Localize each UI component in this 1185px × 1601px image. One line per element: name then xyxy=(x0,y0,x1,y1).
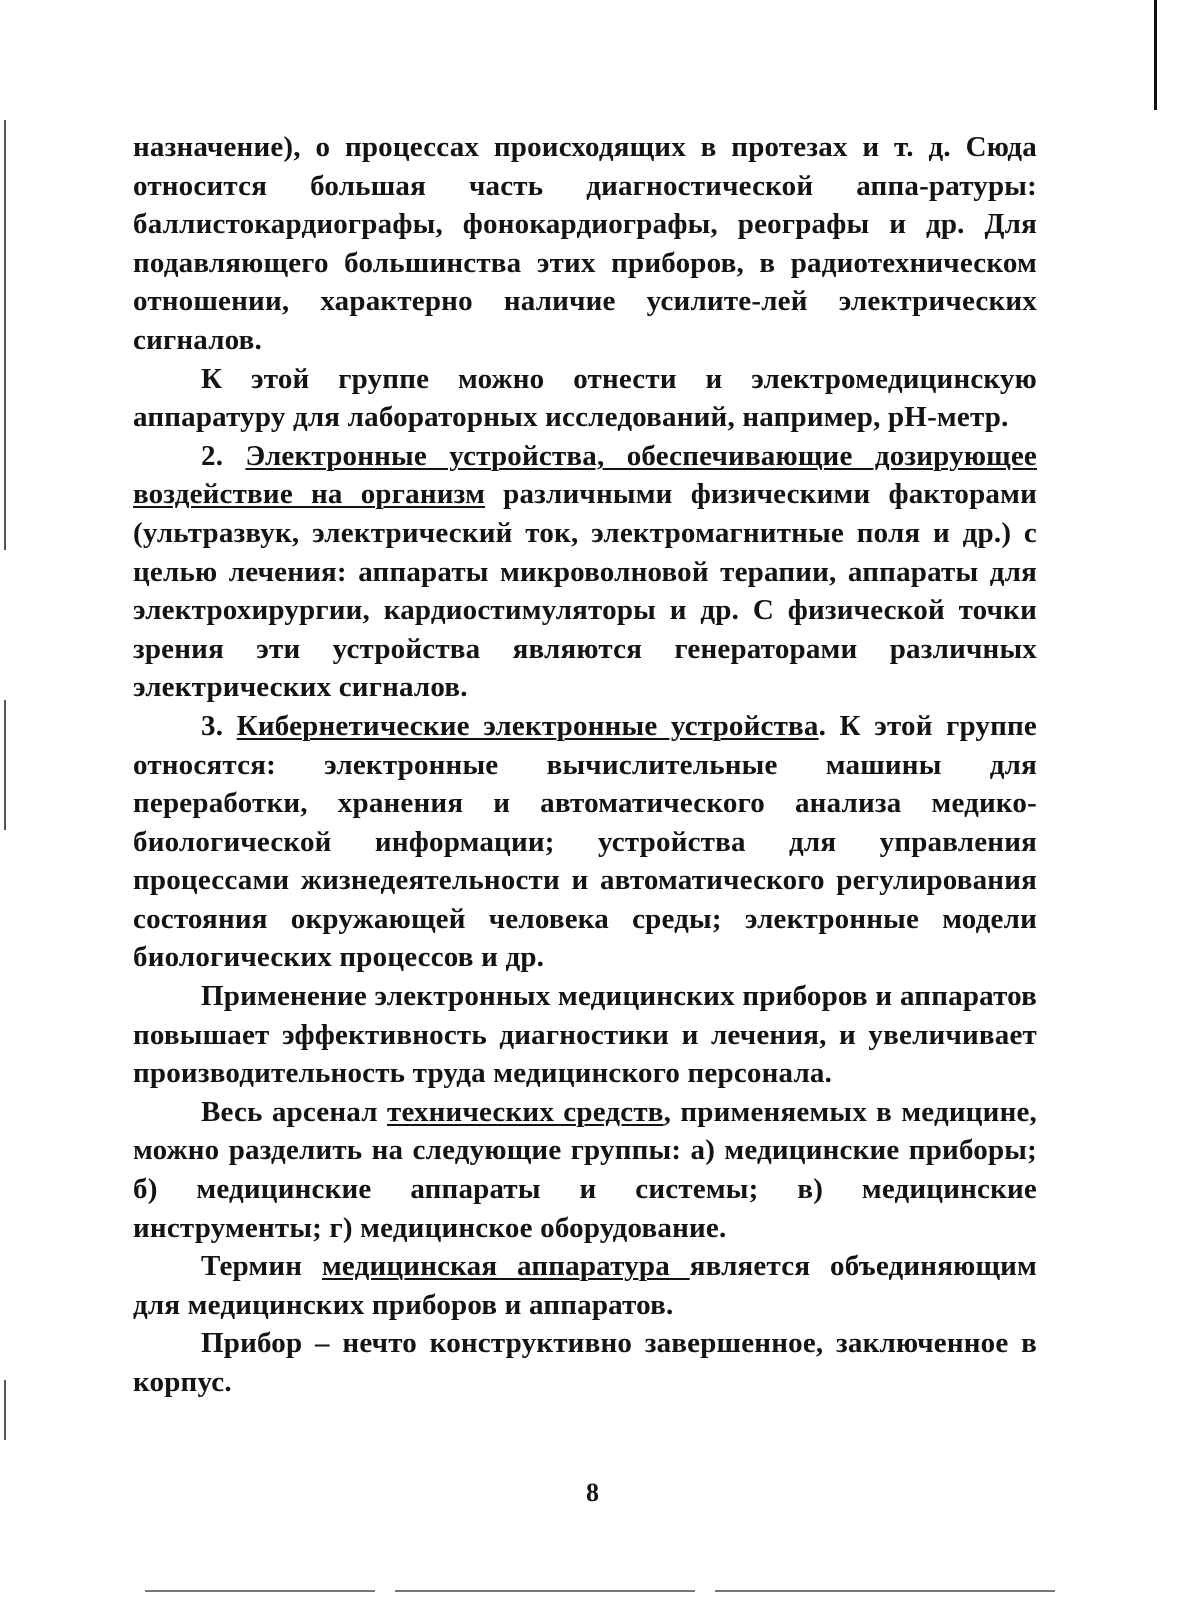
paragraph xyxy=(133,707,1037,977)
paragraph xyxy=(133,437,1037,707)
scan-bottom-edge xyxy=(145,1590,375,1592)
body-text xyxy=(133,128,1037,1402)
paragraph-text: . К этой группе относятся: электронные вычислительные машины для переработки, хранения и автоматического анализа медико-биологической информации; устройства для управления процессами жизнедеятельности и автоматического регулирования состояния окружающей человека среды; электронные модели биологических процессов и др. xyxy=(133,709,1037,974)
paragraph-text: – нечто конструктивно завершенное, заключенное в корпус. xyxy=(133,1327,1037,1398)
scan-edge-left xyxy=(4,1380,6,1440)
page-number: 8 xyxy=(586,1478,599,1507)
paragraph xyxy=(133,1093,1037,1247)
scan-edge-left xyxy=(4,700,6,830)
underlined-term: технических средств xyxy=(387,1095,664,1128)
underlined-term: Электронные устройства, обеспечивающие дозирующее воздействие на организм xyxy=(133,439,1038,511)
paragraph-text: является объединяющим для медицинских приборов и аппаратов. xyxy=(133,1250,1037,1321)
paragraph: назначение), о процессах происходящих в протезах и т. д. Сюда относится большая часть диагностической аппа-ратуры: баллистокардиографы, фонокардиографы, реографы и др. Для подавляющего большинства этих приборов, в радиотехническом отношении, характерно наличие усилите-лей электрических сигналов. xyxy=(133,131,1037,356)
underlined-term: медицинская аппаратура xyxy=(321,1250,690,1283)
scan-bottom-edge xyxy=(395,1590,695,1592)
list-number: 2. xyxy=(201,439,224,472)
paragraph: К этой группе можно отнести и электромедицинскую аппаратуру для лабораторных исследований, например, pH-метр. xyxy=(133,362,1037,434)
scan-edge-left xyxy=(4,120,6,550)
paragraph-text: различными физическими факторами (ультразвук, электрический ток, электромагнитные поля и др.) с целью лечения: аппараты микроволновой терапии, аппараты для электрохирургии, кардиостимуляторы и др. С физической точки зрения эти устройства являются генераторами различных электрических сигналов. xyxy=(133,478,1037,704)
paragraph-text: Весь арсенал xyxy=(201,1095,387,1128)
paragraph-text: , применяемых в медицине, можно разделить на следующие группы: а) медицинские приборы; б) медицинские аппараты и системы; в) медицинские инструменты; г) медицинское оборудование. xyxy=(133,1095,1037,1244)
list-number: 3. xyxy=(201,709,224,742)
bold-term: Прибор xyxy=(201,1327,303,1360)
scan-edge-right xyxy=(1154,0,1157,110)
paragraph-text: Термин xyxy=(201,1250,322,1283)
paragraph xyxy=(133,1247,1037,1324)
paragraph xyxy=(133,1324,1037,1401)
scan-bottom-edge xyxy=(715,1590,1055,1592)
underlined-term: Кибернетические электронные устройства xyxy=(236,709,819,742)
paragraph: Применение электронных медицинских приборов и аппаратов повышает эффективность диагностики и лечения, и увеличивает производительность труда медицинского персонала. xyxy=(133,980,1037,1090)
